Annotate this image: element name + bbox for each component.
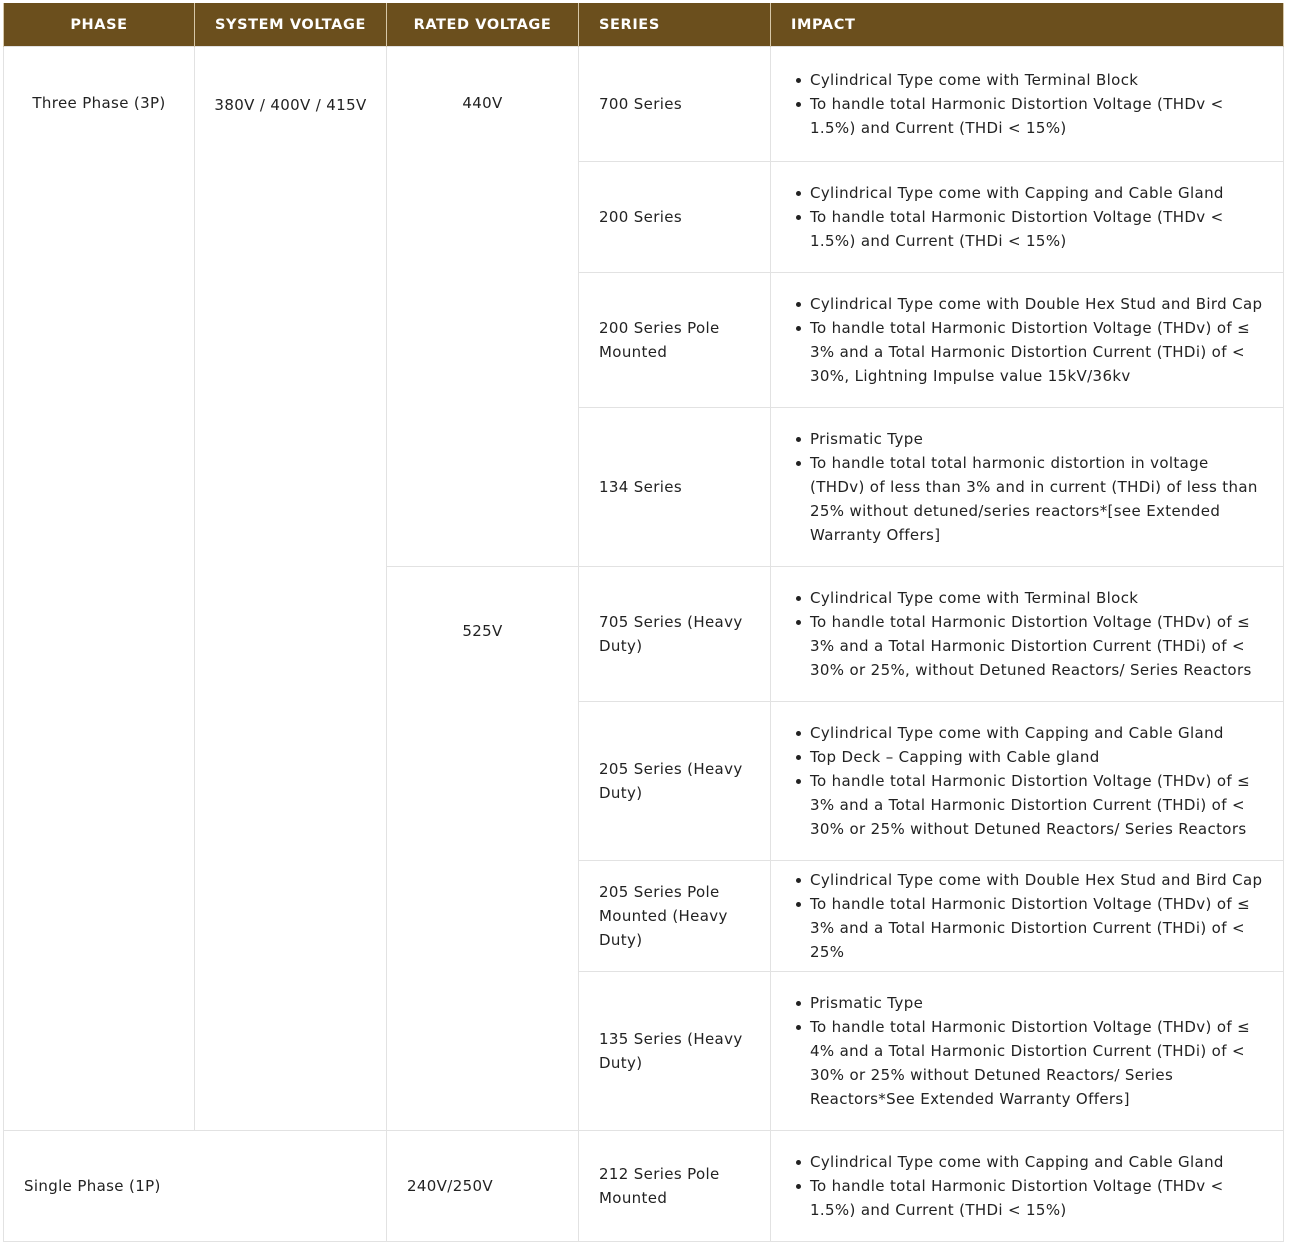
header-impact: IMPACT <box>771 3 1284 47</box>
header-phase: PHASE <box>4 3 195 47</box>
impact-cell <box>771 567 1284 702</box>
capacitor-series-table <box>3 3 1284 1242</box>
impact-bullet: Cylindrical Type come with Double Hex Stud and Bird Cap <box>810 292 1265 316</box>
impact-cell <box>771 408 1284 567</box>
header-row <box>4 3 1284 47</box>
impact-bullet: Cylindrical Type come with Capping and Cable Gland <box>810 1150 1265 1174</box>
table-row <box>4 47 1284 162</box>
impact-cell <box>771 861 1284 972</box>
series-cell: 135 Series (Heavy Duty) <box>579 972 771 1131</box>
impact-bullet: To handle total Harmonic Distortion Voltage (THDv) of ≤ 3% and a Total Harmonic Distortion Current (THDi) of < 30% or 25%, without Detuned Reactors/ Series Reactors <box>810 610 1265 682</box>
rated-voltage-cell: 440V <box>387 47 579 567</box>
header-rated-voltage: RATED VOLTAGE <box>387 3 579 47</box>
impact-cell <box>771 1131 1284 1242</box>
impact-cell <box>771 162 1284 273</box>
impact-bullet: To handle total total harmonic distortion in voltage (THDv) of less than 3% and in current (THDi) of less than 25% without detuned/series reactors*[see Extended Warranty Offers] <box>810 451 1265 547</box>
series-cell: 705 Series (Heavy Duty) <box>579 567 771 702</box>
series-cell: 205 Series Pole Mounted (Heavy Duty) <box>579 861 771 972</box>
rated-voltage-cell: 525V <box>387 567 579 1131</box>
impact-bullet: To handle total Harmonic Distortion Voltage (THDv) of ≤ 3% and a Total Harmonic Distortion Current (THDi) of < 25% <box>810 892 1265 964</box>
impact-bullet: To handle total Harmonic Distortion Voltage (THDv < 1.5%) and Current (THDi < 15%) <box>810 1174 1265 1222</box>
impact-bullet: Cylindrical Type come with Terminal Block <box>810 586 1265 610</box>
impact-bullet: To handle total Harmonic Distortion Voltage (THDv < 1.5%) and Current (THDi < 15%) <box>810 205 1265 253</box>
impact-cell <box>771 273 1284 408</box>
impact-cell <box>771 972 1284 1131</box>
phase-cell: Single Phase (1P) <box>4 1131 387 1242</box>
impact-bullet: Prismatic Type <box>810 427 1265 451</box>
phase-cell: Three Phase (3P) <box>4 47 195 1131</box>
impact-bullet: Cylindrical Type come with Capping and Cable Gland <box>810 181 1265 205</box>
rated-voltage-cell: 240V/250V <box>387 1131 579 1242</box>
impact-bullet: Top Deck – Capping with Cable gland <box>810 745 1265 769</box>
impact-bullet: Prismatic Type <box>810 991 1265 1015</box>
table-row <box>4 1131 1284 1242</box>
impact-cell <box>771 47 1284 162</box>
impact-bullet: Cylindrical Type come with Terminal Block <box>810 68 1265 92</box>
system-voltage-cell: 380V / 400V / 415V <box>195 47 387 1131</box>
impact-bullet: To handle total Harmonic Distortion Voltage (THDv) of ≤ 3% and a Total Harmonic Distortion Current (THDi) of < 30%, Lightning Impulse value 15kV/36kv <box>810 316 1265 388</box>
series-cell: 700 Series <box>579 47 771 162</box>
impact-bullet: To handle total Harmonic Distortion Voltage (THDv < 1.5%) and Current (THDi < 15%) <box>810 92 1265 140</box>
impact-bullet: To handle total Harmonic Distortion Voltage (THDv) of ≤ 4% and a Total Harmonic Distortion Current (THDi) of < 30% or 25% without Detuned Reactors/ Series Reactors*See Extended Warranty Offers] <box>810 1015 1265 1111</box>
series-cell: 200 Series <box>579 162 771 273</box>
header-system-voltage: SYSTEM VOLTAGE <box>195 3 387 47</box>
series-cell: 205 Series (Heavy Duty) <box>579 702 771 861</box>
series-cell: 134 Series <box>579 408 771 567</box>
impact-bullet: To handle total Harmonic Distortion Voltage (THDv) of ≤ 3% and a Total Harmonic Distortion Current (THDi) of < 30% or 25% without Detuned Reactors/ Series Reactors <box>810 769 1265 841</box>
header-series: SERIES <box>579 3 771 47</box>
impact-bullet: Cylindrical Type come with Double Hex Stud and Bird Cap <box>810 868 1265 892</box>
series-cell: 200 Series Pole Mounted <box>579 273 771 408</box>
series-cell: 212 Series Pole Mounted <box>579 1131 771 1242</box>
impact-cell <box>771 702 1284 861</box>
impact-bullet: Cylindrical Type come with Capping and Cable Gland <box>810 721 1265 745</box>
